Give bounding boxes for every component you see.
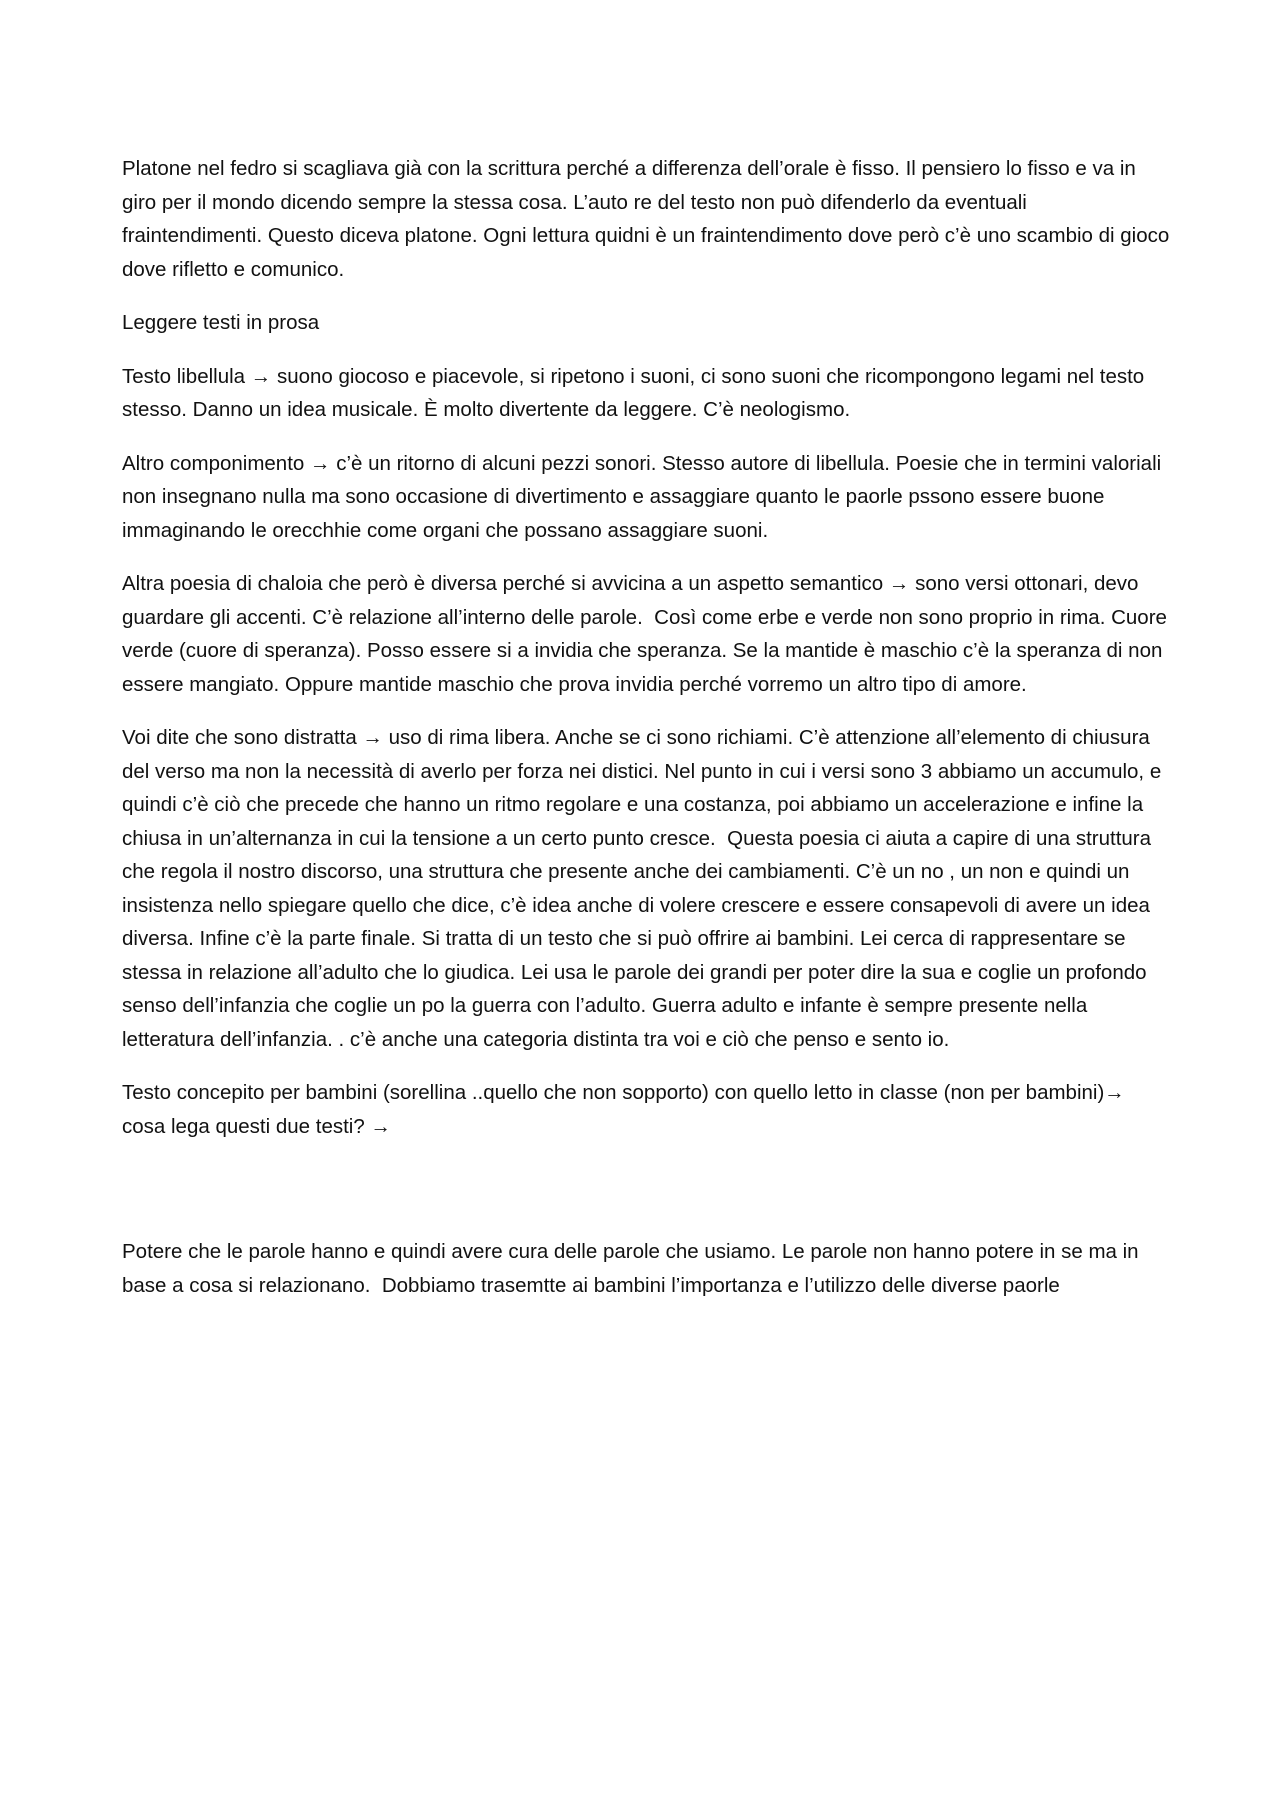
paragraph-altra-poesia: Altra poesia di chaloia che però è diversa perché si avvicina a un aspetto semantico → sono versi ottonari, devo guardare gli accenti. C’è relazione all’interno delle parole. Così come erbe e verde non sono proprio in rima. Cuore verde (cuore di speranza). Posso essere si a invidia che speranza. Se la mantide è maschio c’è la speranza di non essere mangiato. Oppure mantide maschio che prova invidia perché vorremo un altro tipo di amore. (122, 572, 1173, 696)
paragraph-altro-componimento: Altro componimento → c’è un ritorno di alcuni pezzi sonori. Stesso autore di libellula. Poesie che in termini valoriali non insegnano nulla ma sono occasione di divertimento e assaggiare quanto le paorle pssono essere buone immaginando le orecchhie come organi che possano assaggiare suoni. (122, 451, 1167, 542)
paragraph-testo-libellula: Testo libellula → suono giocoso e piacevole, si ripetono i suoni, ci sono suoni che ricompongono legami nel testo stesso. Danno un idea musicale. È molto divertente da leggere. C’è neologismo. (122, 364, 1150, 421)
paragraph-voi-dite-che-sono-distratta: Voi dite che sono distratta → uso di rima libera. Anche se ci sono richiami. C’è attenzione all’elemento di chiusura del verso ma non la necessità di averlo per forza nei distici. Nel punto in cui i versi sono 3 abbiamo un accumulo, e quindi c’è ciò che precede che hanno un ritmo regolare e una costanza, poi abbiamo un accelerazione e infine la chiusa in un’alternanza in cui la tensione a un certo punto cresce. Questa poesia ci aiuta a capire di una struttura che regola il nostro discorso, una struttura che presente anche dei cambiamenti. C’è un no , un non e quindi un insistenza nello spiegare quello che dice, c’è idea anche di volere crescere e essere consapevoli di avere un idea diversa. Infine c’è la parte finale. Si tratta di un testo che si può offrire ai bambini. Lei cerca di rappresentare se stessa in relazione all’adulto che lo giudica. Lei usa le parole dei grandi per poter dire la sua e coglie un profondo senso dell’infanzia che coglie un po la guerra con l’adulto. Guerra adulto e infante è sempre presente nella letteratura dell’infanzia. . c’è anche una categoria distinta tra voi e ciò che penso e sento io. (122, 726, 1167, 1051)
paragraph-testo-concepito-per-bambini: Testo concepito per bambini (sorellina ..quello che non sopporto) con quello letto in classe (non per bambini)→ cosa lega questi due testi? → (122, 1081, 1131, 1138)
blank-space (122, 1163, 1172, 1235)
paragraph-potere-delle-parole: Potere che le parole hanno e quindi avere cura delle parole che usiamo. Le parole non hanno potere in se ma in base a cosa si relazionano. Dobbiamo trasemtte ai bambini l’importanza e l’utilizzo delle diverse paorle (122, 1240, 1145, 1297)
heading-leggere-testi-in-prosa: Leggere testi in prosa (122, 311, 320, 334)
document-body (122, 152, 1175, 1322)
paragraph-platone: Platone nel fedro si scagliava già con la scrittura perché a differenza dell’orale è fisso. Il pensiero lo fisso e va in giro per il mondo dicendo sempre la stessa cosa. L’auto re del testo non può difenderlo da eventuali fraintendimenti. Questo diceva platone. Ogni lettura quidni è un fraintendimento dove però c’è uno scambio di gioco dove rifletto e comunico. (122, 157, 1175, 281)
